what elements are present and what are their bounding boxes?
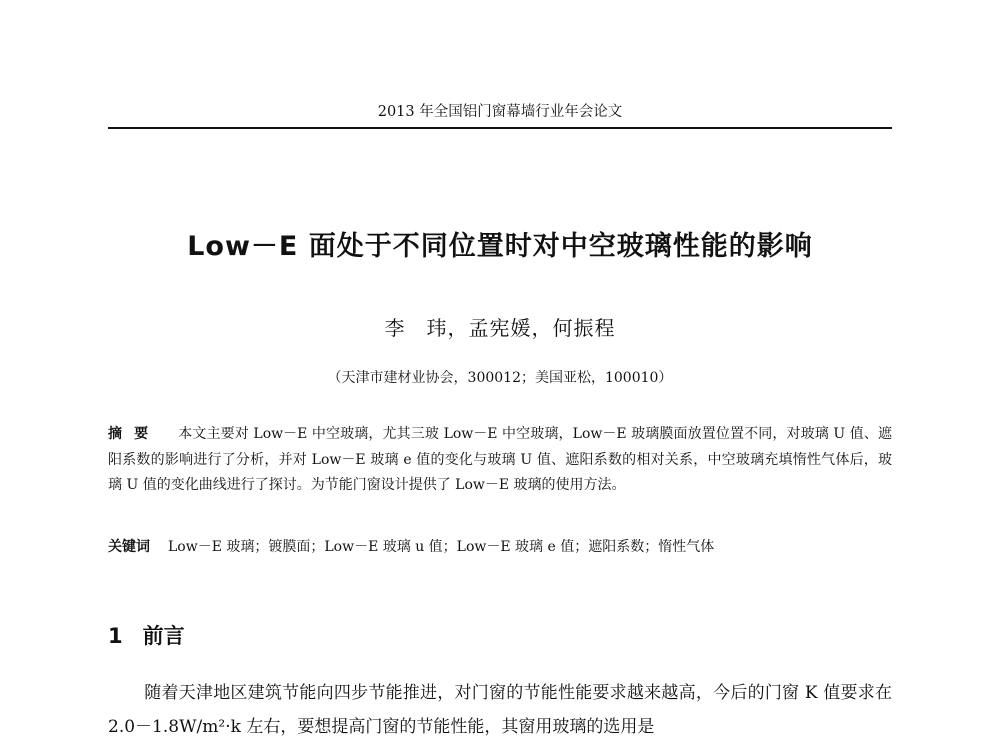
paper-title: Low－E 面处于不同位置时对中空玻璃性能的影响	[187, 231, 813, 262]
keywords-label: 关键词	[108, 539, 150, 555]
abstract	[108, 422, 892, 499]
section-number: 1	[108, 624, 123, 648]
section-heading	[108, 620, 185, 650]
section-title: 前言	[142, 624, 185, 648]
affiliation: （天津市建材业协会，300012；美国亚松，100010）	[327, 370, 673, 386]
abstract-label: 摘要	[108, 426, 161, 442]
header-rule	[108, 127, 892, 129]
running-header: 2013 年全国铝门窗幕墙行业年会论文	[377, 104, 623, 120]
authors: 李 玮，孟宪媛，何振程	[384, 316, 616, 340]
body-paragraph-text: 随着天津地区建筑节能向四步节能推进，对门窗的节能性能要求越来越高，今后的门窗 K 值要求在 2.0－1.8W/m²·k 左右，要想提高门窗的节能性能，其窗用玻璃的选用是	[108, 683, 892, 737]
keywords-text: Low－E 玻璃；镀膜面；Low－E 玻璃 u 值；Low－E 玻璃 e 值；遮阳系数；惰性气体	[168, 539, 715, 555]
body-paragraph	[108, 676, 892, 744]
abstract-text: 本文主要对 Low－E 中空玻璃，尤其三玻 Low－E 中空玻璃，Low－E 玻璃膜面放置位置不同，对玻璃 U 值、遮阳系数的影响进行了分析，并对 Low－E 玻璃 e 值的变化与玻璃 U 值、遮阳系数的相对关系，中空玻璃充填惰性气体后，玻璃 U 值的变化曲线进行了探讨。为节能门窗设计提供了 Low－E 玻璃的使用方法。	[108, 426, 893, 493]
keywords	[108, 535, 892, 560]
